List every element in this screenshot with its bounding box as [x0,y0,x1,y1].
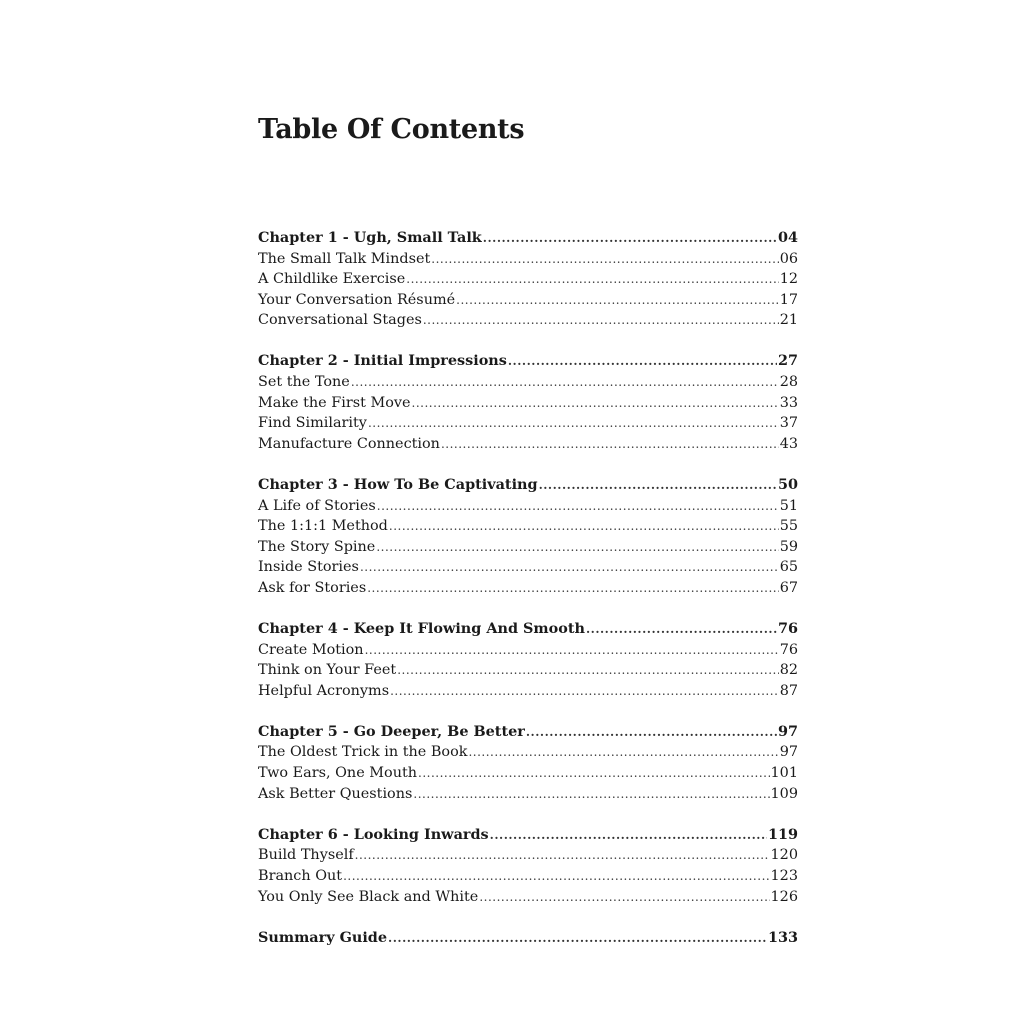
dot-leader [367,578,778,599]
section-title: Create Motion [258,641,364,658]
section-title: Manufacture Connection [258,435,440,452]
toc-chapter-group [258,228,798,331]
toc-chapter-group [258,928,798,949]
section-title: Branch Out [258,867,343,884]
section-title: Ask for Stories [258,579,367,596]
page-number: 59 [779,538,798,555]
page-number: 28 [779,374,798,391]
dot-leader [351,372,779,393]
toc-chapter-group [258,475,798,599]
page-number: 97 [779,744,798,761]
dot-leader [418,763,770,784]
toc-chapter-entry[interactable] [258,928,798,949]
dot-leader [508,351,777,372]
page-number: 87 [779,682,798,699]
section-title: A Childlike Exercise [258,271,406,288]
page-number: 126 [770,888,798,905]
toc-section-entry[interactable] [258,557,798,578]
dot-leader [397,660,779,681]
toc-section-entry[interactable] [258,393,798,414]
section-title: Your Conversation Résumé [258,291,456,308]
page-number: 33 [779,394,798,411]
section-title: You Only See Black and White [258,888,479,905]
toc-section-entry[interactable] [258,249,798,270]
toc-section-entry[interactable] [258,640,798,661]
section-title: Find Similarity [258,415,367,432]
section-title: Build Thyself [258,847,354,864]
section-title: The Story Spine [258,538,376,555]
page-number: 82 [779,662,798,679]
dot-leader [377,496,779,517]
dot-leader [586,619,777,640]
dot-leader [406,269,778,290]
page-number: 50 [777,475,798,493]
toc-chapter-entry[interactable] [258,228,798,249]
dot-leader [456,290,779,311]
dot-leader [343,866,769,887]
page-number: 51 [779,497,798,514]
section-title: Set the Tone [258,374,350,391]
chapter-title: Chapter 4 - Keep It Flowing And Smooth [258,620,585,637]
section-title: Conversational Stages [258,312,422,329]
chapter-title: Chapter 3 - How To Be Captivating [258,475,538,493]
section-title: Think on Your Feet [258,662,397,679]
toc-section-entry[interactable] [258,537,798,558]
toc-chapter-group [258,825,798,907]
toc-section-entry[interactable] [258,784,798,805]
dot-leader [389,516,779,537]
page-number: 76 [777,620,798,637]
dot-leader [526,722,777,743]
chapter-title: Chapter 2 - Initial Impressions [258,352,507,370]
toc-section-entry[interactable] [258,660,798,681]
dot-leader [431,249,778,270]
toc-section-entry[interactable] [258,434,798,455]
toc-chapter-entry[interactable] [258,475,798,496]
dot-leader [423,310,779,331]
page-number: 37 [779,415,798,432]
page-number: 109 [770,785,798,802]
toc-section-entry[interactable] [258,866,798,887]
page-number: 123 [770,867,798,884]
page-number: 43 [779,435,798,452]
chapter-title: Summary Guide [258,928,388,946]
toc-chapter-group [258,722,798,804]
toc-section-entry[interactable] [258,290,798,311]
toc-chapter-group [258,351,798,454]
chapter-title: Chapter 6 - Looking Inwards [258,825,489,843]
toc-section-entry[interactable] [258,372,798,393]
toc-chapter-entry[interactable] [258,619,798,640]
section-title: Two Ears, One Mouth [258,765,418,782]
page-number: 97 [777,722,798,740]
dot-leader [365,640,779,661]
toc-section-entry[interactable] [258,310,798,331]
dot-leader [468,742,778,763]
chapter-title: Chapter 5 - Go Deeper, Be Better [258,722,525,740]
dot-leader [368,413,779,434]
toc-section-entry[interactable] [258,413,798,434]
dot-leader [390,681,779,702]
dot-leader [539,475,777,496]
dot-leader [490,825,767,846]
dot-leader [360,557,779,578]
page-number: 21 [779,312,798,329]
toc-section-entry[interactable] [258,845,798,866]
page-number: 65 [779,559,798,576]
dot-leader [413,784,769,805]
section-title: Inside Stories [258,559,359,576]
page-number: 67 [779,579,798,596]
section-title: The 1:1:1 Method [258,518,388,535]
page-number: 120 [770,847,798,864]
toc-chapter-entry[interactable] [258,351,798,372]
section-title: Ask Better Questions [258,785,413,802]
section-title: Make the First Move [258,394,411,411]
dot-leader [376,537,778,558]
dot-leader [355,845,770,866]
page-number: 12 [779,271,798,288]
page-number: 133 [767,928,798,946]
toc-chapter-group [258,619,798,701]
page-number: 04 [777,229,798,246]
toc-chapter-entry[interactable] [258,722,798,743]
dot-leader [479,887,769,908]
toc-section-entry[interactable] [258,887,798,908]
table-of-contents [258,228,798,969]
dot-leader [388,928,767,949]
section-title: The Oldest Trick in the Book [258,744,468,761]
section-title: Helpful Acronyms [258,682,390,699]
dot-leader [483,228,777,249]
dot-leader [441,434,779,455]
toc-section-entry[interactable] [258,516,798,537]
page-number: 76 [779,641,798,658]
section-title: A Life of Stories [258,497,376,514]
page-number: 27 [777,352,798,370]
page-number: 119 [767,825,798,843]
toc-section-entry[interactable] [258,578,798,599]
dot-leader [412,393,779,414]
toc-section-entry[interactable] [258,763,798,784]
toc-section-entry[interactable] [258,742,798,763]
page-number: 55 [779,518,798,535]
page-title: Table Of Contents [258,114,525,145]
chapter-title: Chapter 1 - Ugh, Small Talk [258,229,482,246]
toc-section-entry[interactable] [258,496,798,517]
page-number: 06 [779,250,798,267]
toc-section-entry[interactable] [258,269,798,290]
page-number: 101 [770,765,798,782]
toc-chapter-entry[interactable] [258,825,798,846]
page-number: 17 [779,291,798,308]
section-title: The Small Talk Mindset [258,250,431,267]
toc-section-entry[interactable] [258,681,798,702]
